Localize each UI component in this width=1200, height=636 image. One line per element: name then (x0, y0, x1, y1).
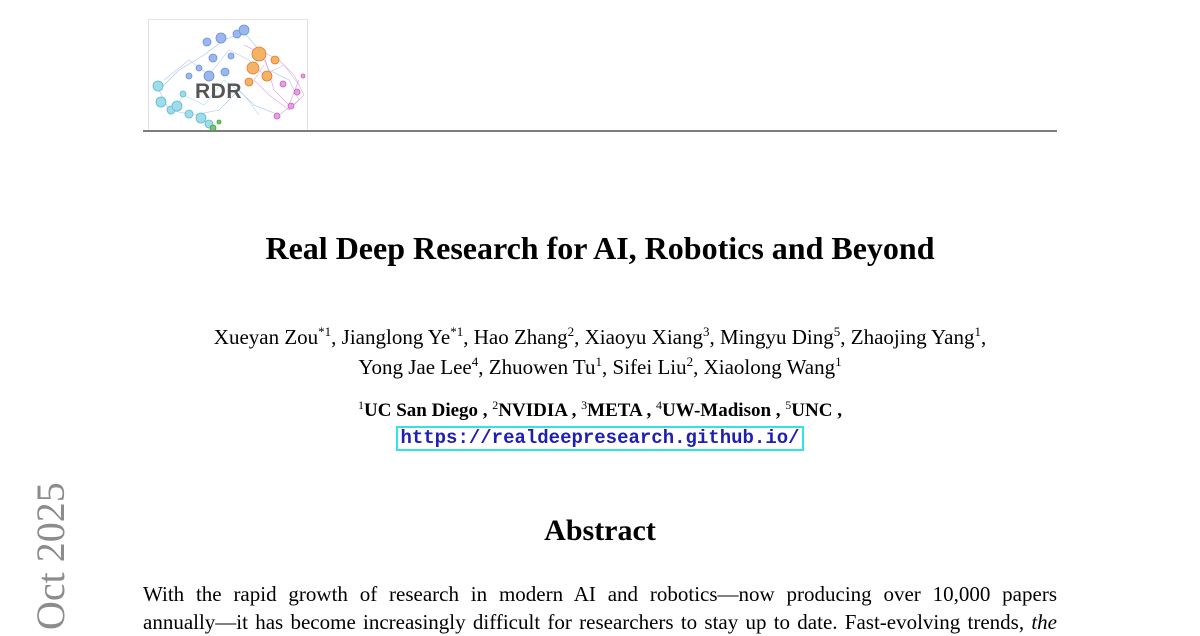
affiliation: $^2$NVIDIA , (492, 398, 577, 421)
paper-title: Real Deep Research for AI, Robotics and Beyond (265, 230, 935, 266)
affiliation: $^5$UNC , (785, 398, 842, 421)
abstract-line: annually—it has become increasingly difficult for researchers to stay up to date. Fast-evolving trends, the (143, 610, 1057, 634)
project-url-row (0, 426, 1200, 451)
abstract-heading: Abstract (544, 514, 656, 547)
author: Xueyan Zou$^{*1}$, (213, 324, 342, 349)
abstract-line: With the rapid growth of research in modern AI and robotics—now producing over 10,000 papers (143, 582, 1057, 606)
author: Jianglong Ye$^{*1}$, (341, 324, 474, 349)
header-rule (143, 130, 1057, 132)
affiliation: $^1$UC San Diego , (358, 398, 488, 421)
abstract-body (143, 580, 1057, 636)
affiliation-list (0, 400, 1200, 422)
logo-network-graphic (149, 20, 309, 132)
author: Zhuowen Tu$^1$, (488, 354, 613, 379)
affiliation: $^4$UW-Madison , (655, 398, 781, 421)
author: Xiaoyu Xiang$^3$, (584, 324, 720, 349)
logo-text: RDR (195, 80, 242, 103)
author: Mingyu Ding$^5$, (720, 324, 851, 349)
author: Sifei Liu$^2$, (612, 354, 704, 379)
author-list (0, 322, 1200, 382)
author: Yong Jae Lee$^4$, (358, 354, 489, 379)
author: Xiaolong Wang$^1$ (703, 354, 842, 379)
rdr-logo (148, 19, 308, 131)
arxiv-side-stamp: Oct 2025 (28, 482, 73, 630)
project-url-link[interactable]: https://realdeepresearch.github.io/ (396, 426, 803, 451)
affiliation: $^3$META , (581, 398, 652, 421)
author: Hao Zhang$^2$, (473, 324, 585, 349)
author: Zhaojing Yang$^1$, (850, 324, 987, 349)
